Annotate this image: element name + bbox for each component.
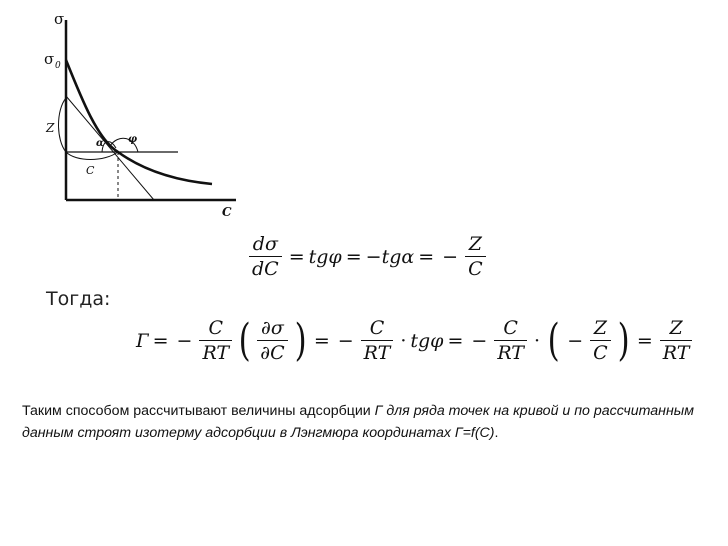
minus-sign: − bbox=[442, 245, 459, 268]
frac-denominator: RT bbox=[363, 342, 391, 364]
isotherm-graph bbox=[0, 0, 260, 230]
neg-tg-alpha: −tgα bbox=[365, 245, 415, 268]
right-paren: ) bbox=[617, 314, 630, 366]
paragraph-text-regular: Таким способом рассчитывают величины адсорбции bbox=[22, 403, 375, 419]
frac-z-c bbox=[590, 316, 611, 365]
alpha-label: α bbox=[96, 138, 104, 149]
frac-numerator: ∂σ bbox=[261, 317, 284, 339]
frac-numerator: Z bbox=[669, 317, 683, 339]
frac-numerator: C bbox=[503, 317, 518, 339]
frac-z-c bbox=[465, 232, 486, 281]
c-brace bbox=[66, 152, 118, 160]
dot-operator: · bbox=[400, 329, 407, 352]
c-inner-label: C bbox=[86, 164, 95, 177]
frac-dsigma-dc bbox=[249, 232, 282, 281]
formula-derivative bbox=[246, 232, 489, 281]
frac-denominator: RT bbox=[662, 342, 690, 364]
minus-sign: − bbox=[567, 329, 584, 352]
frac-denominator: RT bbox=[497, 342, 524, 364]
frac-z-rt bbox=[660, 316, 693, 365]
tg-phi: tgφ bbox=[410, 329, 444, 352]
phi-label: φ bbox=[128, 134, 138, 145]
minus-sign: − bbox=[337, 329, 354, 352]
frac-numerator: C bbox=[208, 317, 224, 339]
left-paren: ( bbox=[547, 314, 560, 366]
frac-denominator: C bbox=[593, 342, 608, 364]
paragraph-period: . bbox=[494, 425, 499, 441]
togda-label: Тогда: bbox=[46, 288, 111, 310]
frac-denominator: ∂C bbox=[260, 342, 285, 364]
paragraph-text-italic: Г для ряда точек на кривой и по рассчитанным данным строят изотерму адсорбции в Лэнгмюра координатах Г=f(С) bbox=[22, 403, 694, 441]
equals-sign: = bbox=[636, 329, 653, 352]
frac-c-rt bbox=[494, 316, 527, 365]
equals-sign: = bbox=[288, 245, 305, 268]
frac-numerator: dσ bbox=[252, 233, 278, 255]
equals-sign: = bbox=[447, 329, 464, 352]
formula-adsorption bbox=[136, 316, 695, 365]
equals-sign: = bbox=[152, 329, 169, 352]
c-axis-label: C bbox=[222, 205, 232, 219]
frac-numerator: Z bbox=[468, 233, 482, 255]
equals-sign: = bbox=[418, 245, 435, 268]
sigma0-subscript: 0 bbox=[55, 61, 61, 71]
sigma0-label: σ bbox=[44, 50, 55, 68]
tg-phi: tgφ bbox=[308, 245, 342, 268]
equals-sign: = bbox=[313, 329, 330, 352]
gamma-symbol: Г bbox=[136, 329, 149, 352]
minus-sign: − bbox=[471, 329, 488, 352]
frac-c-rt bbox=[199, 316, 232, 365]
frac-denominator: RT bbox=[202, 342, 230, 364]
z-label: Z bbox=[46, 121, 55, 135]
minus-sign: − bbox=[176, 329, 193, 352]
dot-operator: · bbox=[533, 329, 541, 352]
right-paren: ) bbox=[294, 314, 307, 366]
equals-sign: = bbox=[345, 245, 362, 268]
frac-partial bbox=[257, 316, 287, 365]
description-paragraph bbox=[22, 400, 712, 444]
tangent-line bbox=[66, 96, 154, 200]
sigma-axis-label: σ bbox=[54, 10, 65, 28]
frac-numerator: Z bbox=[593, 317, 607, 339]
left-paren: ( bbox=[238, 314, 251, 366]
frac-denominator: dC bbox=[252, 258, 279, 280]
frac-denominator: C bbox=[468, 258, 483, 280]
frac-numerator: C bbox=[369, 317, 385, 339]
frac-c-rt bbox=[361, 316, 394, 365]
